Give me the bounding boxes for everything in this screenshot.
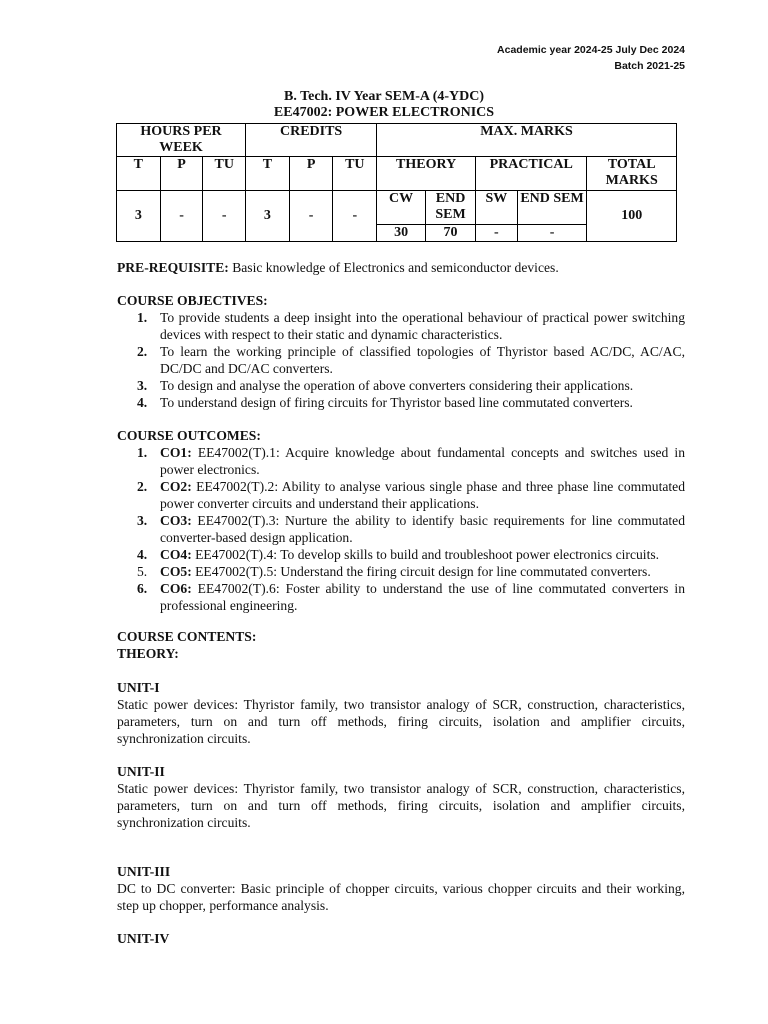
objectives-heading: COURSE OBJECTIVES: [117,293,268,308]
item-number: 5. [137,564,148,579]
item-text: EE47002(T).6: Foster ability to understand the use of line commutated converters in professional engineering. [160,581,685,613]
list-item [117,343,685,377]
list-item [117,546,685,563]
item-number: 2. [137,344,148,359]
course-objectives-section [117,292,685,411]
list-item [117,580,685,614]
end-sem-theory-header: END SEM [426,191,476,225]
end-sem-theory-value: 70 [426,225,476,242]
objectives-list [117,309,685,411]
list-item [117,478,685,512]
max-marks-header: MAX. MARKS [377,124,677,157]
theory-header: THEORY [377,157,476,191]
item-number: 4. [137,395,148,410]
hours-t-header: T [117,157,161,191]
unit-title: UNIT-II [117,764,165,779]
end-sem-practical-value: - [517,225,587,242]
unit-description: DC to DC converter: Basic principle of chopper circuits, various chopper circuits and their working, step up chopper, performance analysis. [117,881,685,913]
hours-p-value: - [160,191,203,242]
item-number: 1. [137,445,148,460]
unit-title: UNIT-III [117,864,171,879]
total-marks-header: TOTAL MARKS [587,157,677,191]
unit-section [117,863,685,914]
item-text: EE47002(T).1: Acquire knowledge about fundamental concepts and switches used in power electronics. [160,445,685,477]
academic-year: Academic year 2024-25 July Dec 2024 [497,44,685,56]
outcome-code: CO3: [160,513,192,528]
course-code-title: EE47002: POWER ELECTRONICS [273,105,495,120]
list-item [117,444,685,478]
list-item [117,394,685,411]
outcome-code: CO1: [160,445,192,460]
hours-per-week-header: HOURS PER WEEK [117,124,246,157]
hours-p-header: P [160,157,203,191]
end-sem-practical-header: END SEM [517,191,587,225]
credits-header: CREDITS [246,124,377,157]
scheme-table [116,123,677,242]
prerequisite-text: Basic knowledge of Electronics and semiconductor devices. [228,260,559,275]
batch: Batch 2021-25 [614,60,685,72]
list-item [117,377,685,394]
unit-section [117,763,685,831]
sw-header: SW [476,191,518,225]
theory-heading: THEORY: [117,646,179,661]
cw-value: 30 [377,225,426,242]
unit-description: Static power devices: Thyristor family, two transistor analogy of SCR, construction, characteristics, parameters, turn on and turn off methods, firing circuits, isolation and amplifier circuits, synchronization circuits. [117,697,685,746]
item-text: To learn the working principle of classified topologies of Thyristor based AC/DC, AC/AC, DC/DC and DC/AC converters. [160,344,685,376]
list-item [117,563,685,580]
item-text: To design and analyse the operation of above converters considering their applications. [160,378,634,393]
unit-section [117,679,685,747]
outcome-code: CO5: [160,564,192,579]
outcome-code: CO2: [160,479,192,494]
item-text: To provide students a deep insight into the operational behaviour of practical power switching devices with respect to their static and dynamic characteristics. [160,310,685,342]
credits-p-header: P [289,157,333,191]
item-text: To understand design of firing circuits for Thyristor based line commutated converters. [160,395,633,410]
credits-p-value: - [289,191,333,242]
item-text: EE47002(T).5: Understand the firing circuit design for line commutated converters. [191,564,651,579]
credits-tu-header: TU [333,157,377,191]
cw-header: CW [377,191,426,225]
item-text: EE47002(T).3: Nurture the ability to identify basic requirements for line commutated converter-based design application. [160,513,685,545]
practical-header: PRACTICAL [476,157,587,191]
item-text: EE47002(T).4: To develop skills to build and troubleshoot power electronics circuits. [191,547,660,562]
sw-value: - [476,225,518,242]
prerequisite [117,259,685,276]
unit-section [117,930,685,947]
course-contents-heading: COURSE CONTENTS: [117,629,257,644]
outcome-code: CO4: [160,547,192,562]
outcomes-heading: COURSE OUTCOMES: [117,428,261,443]
item-number: 3. [137,378,148,393]
outcome-code: CO6: [160,581,192,596]
total-marks-value: 100 [587,191,677,242]
item-number: 2. [137,479,148,494]
item-number: 6. [137,581,148,596]
course-outcomes-section [117,427,685,614]
unit-title: UNIT-IV [117,931,170,946]
credits-t-header: T [246,157,290,191]
hours-tu-value: - [203,191,246,242]
unit-title: UNIT-I [117,680,160,695]
item-number: 4. [137,547,148,562]
credits-t-value: 3 [246,191,290,242]
list-item [117,309,685,343]
course-program-title: B. Tech. IV Year SEM-A (4-YDC) [283,89,485,104]
item-number: 3. [137,513,148,528]
outcomes-list [117,444,685,614]
hours-tu-header: TU [203,157,246,191]
prerequisite-label: PRE-REQUISITE: [117,260,229,275]
item-number: 1. [137,310,148,325]
unit-description: Static power devices: Thyristor family, two transistor analogy of SCR, construction, characteristics, parameters, turn on and turn off methods, firing circuits, isolation and amplifier circuits, synchronization circuits. [117,781,685,830]
list-item [117,512,685,546]
item-text: EE47002(T).2: Ability to analyse various single phase and three phase line commutated power converter circuits and understand their applications. [160,479,685,511]
credits-tu-value: - [333,191,377,242]
hours-t-value: 3 [117,191,161,242]
